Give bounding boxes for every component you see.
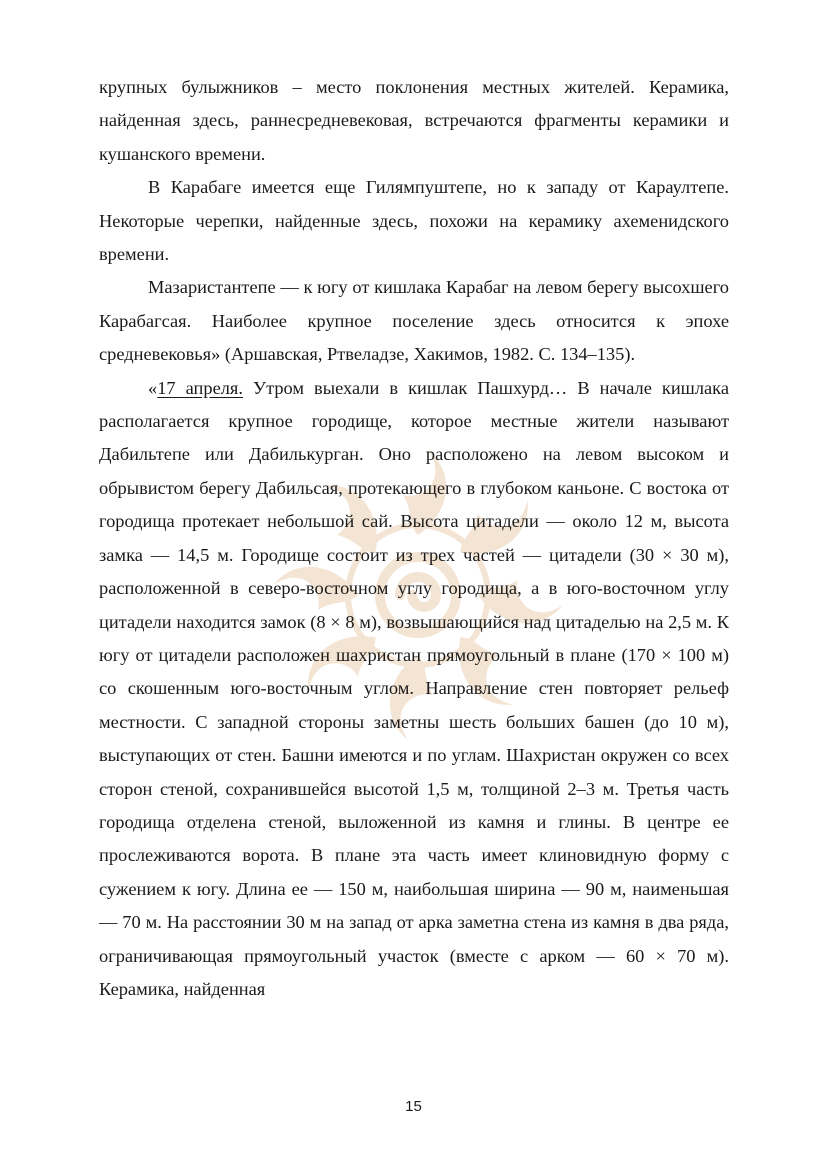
- diary-date: 17 апреля.: [157, 377, 243, 398]
- page-number: 15: [405, 1098, 422, 1115]
- paragraph-1: крупных булыжников – место поклонения местных жителей. Керамика, найденная здесь, раннесредневековая, встречаются фрагменты керамики и кушанского времени.: [99, 77, 729, 164]
- paragraph-3: Мазаристантепе — к югу от кишлака Карабаг на левом берегу высохшего Карабагсая. Наиболее крупное поселение здесь относится к эпохе средневековья» (Аршавская, Ртвеладзе, Хакимов, 1982. С. 134–135).: [99, 277, 729, 365]
- paragraph-4: [99, 372, 729, 1007]
- paragraph-2: В Карабаге имеется еще Гилямпуштепе, но к западу от Караултепе. Некоторые черепки, найденные здесь, похожи на керамику ахеменидского времени.: [99, 177, 729, 265]
- document-body: [99, 71, 729, 1006]
- open-quote: «: [148, 377, 158, 398]
- paragraph-4-text: Утром выехали в кишлак Пашхурд… В начале кишлака располагается крупное городище, которое местные жители называют Дабильтепе или Дабилькурган. Оно расположено на левом высоком и обрывистом берегу Дабильсая, протекающего в глубоком каньоне. С востока от городища протекает небольшой сай. Высота цитадели — около 12 м, высота замка — 14,5 м. Городище состоит из трех частей — цитадели (30 × 30 м), расположенной в северо-восточном углу городища, а в юго-восточном углу цитадели находится замок (8 × 8 м), возвышающийся над цитаделью на 2,5 м. К югу от цитадели расположен шахристан прямоугольный в плане (170 × 100 м) со скошенным юго-восточным углом. Направление стен повторяет рельеф местности. С западной стороны заметны шесть больших башен (до 10 м), выступающих от стен. Башни имеются и по углам. Шахристан окружен со всех сторон стеной, сохранившейся высотой 1,5 м, толщиной 2–3 м. Третья часть городища отделена стеной, выложенной из камня и глины. В центре ее прослеживаются ворота. В плане эта часть имеет клиновидную форму с сужением к югу. Длина ее — 150 м, наибольшая ширина — 90 м, наименьшая — 70 м. На расстоянии 30 м на запад от арка заметна стена из камня в два ряда, ограничивающая прямоугольный участок (вместе с арком — 60 × 70 м). Керамика, найденная: [99, 377, 730, 999]
